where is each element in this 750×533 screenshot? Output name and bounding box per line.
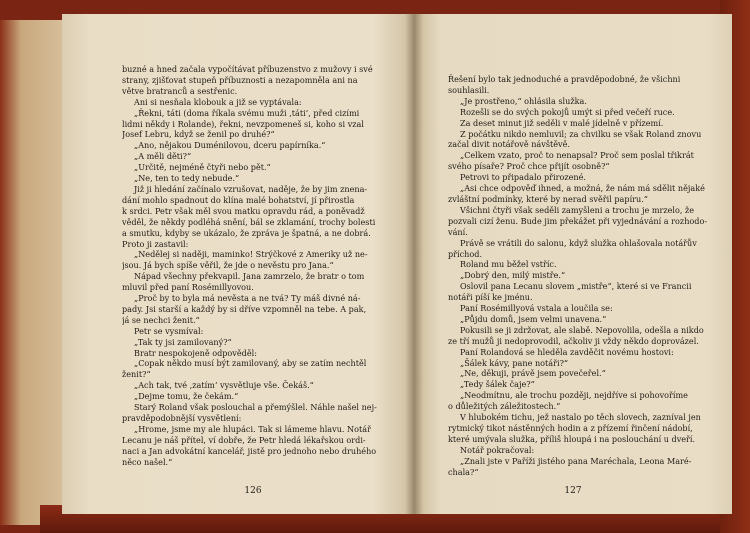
text-line: naci a Jan advokátní kancelář, jistě pro jednoho nebo druhého [122,445,377,456]
text-line: Ani si nesňala klobouk a již se vyptávala: [134,96,302,107]
text-line: „Je prostřeno,“ ohlásila služka. [460,95,587,106]
text-line: Notář pokračoval: [460,444,535,455]
text-line: „Proč by to byla má nevěsta a ne tvá? Ty máš divné ná- [134,293,361,304]
text-line: strany, zjišťovat stupeň příbuznosti a nezapomněla ani na [122,74,358,85]
text-line: které umývala služka, příliš hloupá i na poslouchání u dveří. [448,433,696,444]
right-page-text [448,74,708,478]
underlying-book-edge [0,20,70,525]
text-line: Josef Lebru, když se ženil po druhé?“ [122,129,275,140]
text-line: Rozešli se do svých pokojů umýt si před večeří ruce. [460,106,675,117]
text-line: „Neodmítnu, ale trochu později, nejdříve si pohovoříme [460,390,688,401]
text-line: „Asi chce odpověď ihned, a možná, že nám má sdělit nějaké [460,183,705,194]
text-line: Všichni čtyři však seděli zamyšleni a trochu je mrzelo, že [460,204,695,215]
text-line: „Znali jste v Paříži jistého pana Maréchala, Leona Maré- [460,455,692,466]
text-line: příchod. [448,248,483,259]
text-line: „Ach tak, tvé ‚zatím‘ vysvětluje vše. Čekáš.“ [134,380,314,391]
text-line: Bratr nespokojeně odpověděl: [134,347,257,358]
text-line: pozvali cizí ženu. Bude jim překážet při vyjednávání a rozhodo- [448,215,708,226]
text-line: Paní Rosémillyová vstala a loučila se: [460,303,613,314]
text-line: Roland mu běžel vstříc. [460,259,557,270]
text-line: „Ne, děkuji, právě jsem povečeřel.“ [460,368,606,379]
text-line: „Tak ty jsi zamilovaný?“ [134,336,232,347]
text-line: zvláštní podmínky, které by nerad svěřil papíru.“ [448,193,648,204]
text-line: já se nechci ženit.“ [122,314,200,325]
text-line: lidmi někdy i Rolande), řekni, nevzpomeneš si, koho si vzal [122,118,364,129]
book-gutter [405,14,423,514]
right-page-number: 127 [564,486,582,496]
text-line: souhlasili. [448,84,490,95]
text-line: notáři píší ke jménu. [448,292,533,303]
text-line: „Šálek kávy, pane notáři?“ [460,357,569,368]
text-line: Lecanu je náš přítel, ví dobře, že Petr hledá lékařskou ordi- [122,434,366,445]
text-line: „Copak někdo musí být zamilovaný, aby se zatím nechtěl [134,358,367,369]
text-line: Z počátku nikdo nemluvil; za chvilku se však Roland znovu [460,128,702,139]
text-line: ze tří mužů ji nedoprovodil, ačkoliv ji vždy někdo doprovázel. [448,335,699,346]
text-line: Pokusili se ji zdržovat, ale slabě. Nepovolila, odešla a nikdo [460,324,704,335]
left-page-number: 126 [244,486,262,496]
text-line: Petrovi to připadalo přirozené. [460,172,586,183]
text-line: Již ji hledání začínalo vzrušovat, naděje, že by jim znena- [134,183,368,194]
text-line: začal divit notářově návštěvě. [448,139,570,150]
text-line: Starý Roland však poslouchal a přemýšlel. Náhle našel nej- [134,402,377,413]
text-line: „Hrome, jsme my ale hlupáci. Tak si lámeme hlavu. Notář [134,423,371,434]
text-line: vání. [448,226,468,237]
text-line: „Tedy šálek čaje?“ [460,379,535,390]
text-line: „Nedělej si naději, maminko! Strýčkové z Ameriky už ne- [134,249,368,260]
text-line: a smutku, kdyby se ukázalo, že zpráva je špatná, a ne dobrá. [122,227,371,238]
text-line: větve bratranců a sestřenic. [122,85,238,96]
right-page [414,14,732,514]
left-page [62,14,416,514]
text-line: Oslovil pana Lecanu slovem „mistře“, které si ve Francii [460,281,692,292]
text-line: Proto ji zastavil: [122,238,189,249]
text-line: „Ano, nějakou Duménilovou, dceru papírníka.“ [134,140,326,151]
text-line: svého písaře? Proč chce přijít osobně?“ [448,161,610,172]
text-line: dání mohlo spadnout do klína malé bohatství, jí přirostla [122,194,355,205]
left-page-text [122,64,386,468]
text-line: Paní Rolandová se hleděla zavděčit novému hostovi: [460,346,674,357]
text-line: věděl, že někdy podléhá snění, bál se zklamání, trochy bolesti [122,216,376,227]
text-line: rytmický tikot nástěnných hodin a z přízemí řinčení nádobí, [448,423,693,433]
text-line: buzné a hned začala vypočítávat příbuzenstvo z mužovy i své [122,64,373,74]
text-line: pravděpodobnější vysvětlení: [122,413,242,423]
text-line: „A měli děti?“ [134,151,192,162]
text-line: Nápad všechny překvapil. Jana zamrzelo, že bratr o tom [134,271,365,282]
text-line: ženit?“ [122,369,151,380]
text-line: o důležitých záležitostech.“ [448,401,561,412]
text-line: „Dobrý den, milý mistře.“ [460,270,566,281]
text-line: „Ne, ten to tedy nebude.“ [134,173,240,184]
text-line: Za deset minut již seděli v malé jídelně v přízemí. [460,117,664,128]
text-line: něco našel.“ [122,456,173,467]
text-line: Řešení bylo tak jednoduché a pravděpodobné, že všichni [448,74,681,84]
text-line: jsou. Já bych spíše věřil, že jde o nevěstu pro Jana.“ [122,260,334,271]
text-line: chala?“ [448,466,479,477]
text-line: „Určitě, nejméně čtyři nebo pět.“ [134,162,271,173]
text-line: „Řekni, táti (doma říkala svému muži ‚táti‘, před cizími [134,107,360,118]
text-line: Petr se vysmíval: [134,325,204,336]
text-line: k srdci. Petr však měl svou matku opravdu rád, a poněvadž [122,205,365,216]
text-line: Právě se vrátili do salonu, když služka ohlašovala notářův [460,237,697,248]
text-line: V hlubokém tichu, jež nastalo po těch slovech, zazníval jen [460,412,701,423]
text-line: „Celkem vzato, proč to nenapsal? Proč sem poslal třikrát [460,150,694,161]
text-line: pady. Jsi starší a každý by si dříve vzpomněl na tebe. A pak, [122,303,367,314]
text-line: „Půjdu domů, jsem velmi unavena.“ [460,313,607,324]
text-line: mluvil před paní Rosémillyovou. [122,282,254,293]
text-line: „Dejme tomu, že čekám.“ [134,391,239,402]
